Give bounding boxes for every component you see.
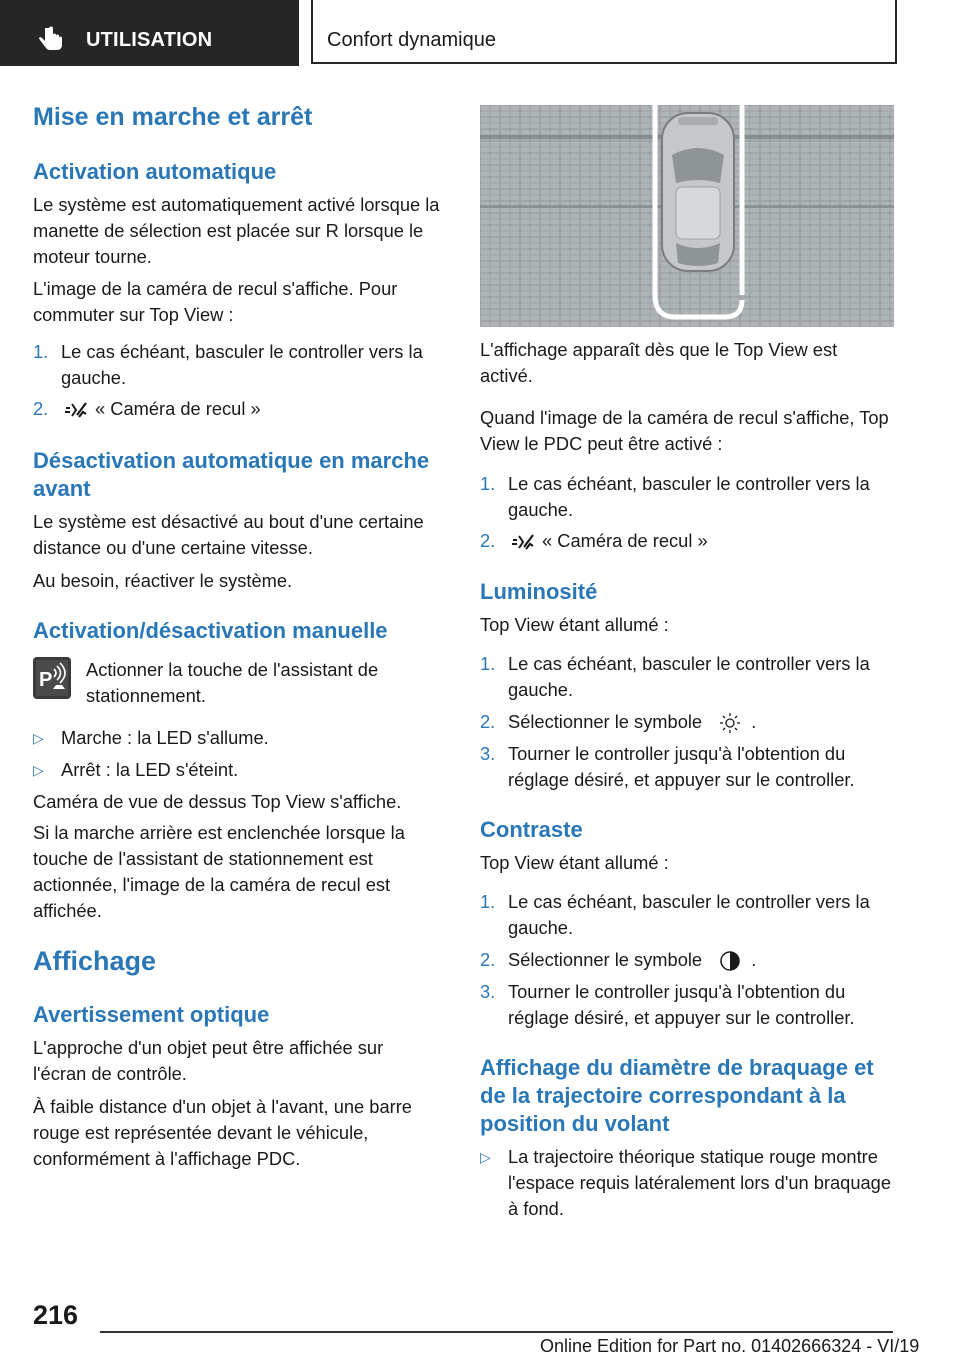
header-section-tab	[0, 0, 299, 66]
header-section-label: UTILISATION	[86, 29, 213, 51]
step-text	[508, 709, 894, 735]
heading-turning-circle: Affichage du diamètre de braquage et de la trajectoire correspondant à la position du volant	[480, 1055, 874, 1136]
paragraph-appears: L'affichage apparaît dès que le Top View est activé.	[480, 339, 838, 386]
bullet-triangle-icon: ▷	[480, 1149, 491, 1165]
heading-mise-en-marche: Mise en marche et arrêt	[33, 103, 313, 131]
header-chapter-box	[311, 0, 897, 64]
step-text: Le cas échéant, basculer le controller vers la gauche.	[508, 473, 870, 520]
step-number: 2.	[480, 530, 496, 551]
step-text-label: Sélectionner le symbole	[508, 949, 703, 970]
contrast-half-circle-icon	[719, 950, 741, 972]
footer-edition: Online Edition for Part no. 01402666324 - VI/19	[540, 1336, 920, 1356]
bullet-triangle-icon: ▷	[33, 762, 44, 778]
step-text: Le cas échéant, basculer le controller vers la gauche.	[508, 653, 870, 700]
step-number: 3.	[480, 743, 496, 764]
footer-divider	[100, 1331, 893, 1333]
bullet-text: Arrêt : la LED s'éteint.	[61, 759, 239, 780]
paragraph-activation-auto: Le système est automatiquement activé lorsque la manette de sélection est placée sur R lorsque le moteur tourne.	[33, 194, 440, 267]
step-text-label: « Caméra de recul »	[95, 398, 261, 419]
header-chapter-title: Confort dynamique	[327, 29, 496, 51]
paragraph-warning-1: L'approche d'un objet peut être affichée sur l'écran de contrôle.	[33, 1037, 384, 1084]
step-suffix: .	[751, 711, 757, 732]
brightness-sun-icon	[719, 712, 741, 734]
step-text	[508, 528, 894, 554]
bullet-text: Marche : la LED s'allume.	[61, 727, 269, 748]
heading-manual: Activation/désactivation manuelle	[33, 618, 388, 643]
paragraph-camera-image: L'image de la caméra de recul s'affiche. Pour commuter sur Top View :	[33, 278, 398, 325]
step-number: 1.	[480, 891, 496, 912]
heading-deactivation: Désactivation automatique en marche avant	[33, 448, 430, 501]
step-number: 1.	[480, 473, 496, 494]
step-text: Tourner le controller jusqu'à l'obtention du réglage désiré, et appuyer sur le controller.	[508, 981, 855, 1028]
step-suffix: .	[751, 949, 757, 970]
step-number: 2.	[480, 949, 496, 970]
bullet-triangle-icon: ▷	[33, 730, 44, 746]
paragraph-pdc: Quand l'image de la caméra de recul s'affiche, Top View le PDC peut être activé :	[480, 407, 889, 454]
heading-optical-warning: Avertissement optique	[33, 1002, 270, 1027]
step-number: 2.	[33, 398, 49, 419]
step-number: 1.	[33, 341, 49, 362]
paragraph-deactivation: Le système est désactivé au bout d'une certaine distance ou d'une certaine vitesse.	[33, 511, 424, 558]
paragraph-topview: Caméra de vue de dessus Top View s'affiche.	[33, 791, 402, 812]
paragraph-reverse-gear: Si la marche arrière est enclenchée lorsque la touche de l'assistant de stationnement est actionnée, l'image de la caméra de recul est affichée.	[33, 822, 405, 921]
svg-text:P: P	[39, 669, 53, 691]
reverse-camera-icon	[510, 532, 536, 552]
reverse-camera-icon	[63, 400, 89, 420]
top-view-illustration	[480, 105, 894, 327]
step-number: 3.	[480, 981, 496, 1002]
heading-affichage: Affichage	[33, 946, 157, 976]
heading-activation-auto: Activation automatique	[33, 159, 277, 184]
paragraph-brightness: Top View étant allumé :	[480, 614, 669, 635]
step-text: Le cas échéant, basculer le controller vers la gauche.	[61, 341, 423, 388]
paragraph-manual: Actionner la touche de l'assistant de stationnement.	[86, 659, 379, 706]
paragraph-warning-2: À faible distance d'un objet à l'avant, une barre rouge est représentée devant le véhicule, conformément à l'affichage PDC.	[33, 1096, 412, 1169]
step-text-label: « Caméra de recul »	[542, 530, 708, 551]
parking-assistant-button-icon	[33, 657, 71, 699]
step-text-label: Sélectionner le symbole	[508, 711, 703, 732]
heading-contrast: Contraste	[480, 817, 583, 842]
page-number: 216	[33, 1300, 79, 1330]
step-text: Le cas échéant, basculer le controller vers la gauche.	[508, 891, 870, 938]
hand-pointer-icon	[38, 26, 64, 54]
paragraph-contrast: Top View étant allumé :	[480, 852, 669, 873]
heading-brightness: Luminosité	[480, 579, 598, 604]
step-text: Tourner le controller jusqu'à l'obtention du réglage désiré, et appuyer sur le controller.	[508, 743, 855, 790]
step-text	[508, 947, 894, 973]
step-number: 2.	[480, 711, 496, 732]
step-number: 1.	[480, 653, 496, 674]
bullet-text: La trajectoire théorique statique rouge montre l'espace requis latéralement lors d'un braquage à fond.	[508, 1146, 891, 1219]
step-text	[61, 396, 445, 422]
paragraph-reactivate: Au besoin, réactiver le système.	[33, 570, 293, 591]
